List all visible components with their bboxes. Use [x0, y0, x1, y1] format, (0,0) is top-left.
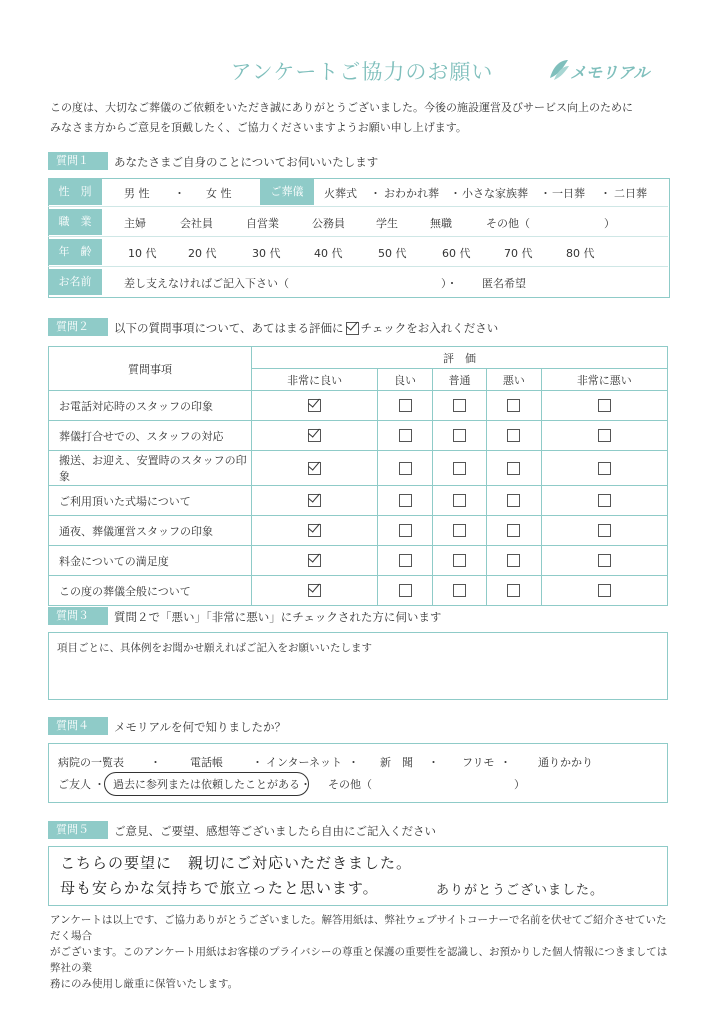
rating-header: 良い: [378, 369, 432, 391]
age-option-20[interactable]: 20 代: [188, 247, 217, 260]
source-option-friend[interactable]: ご友人: [58, 778, 91, 791]
footer-note: [50, 912, 674, 992]
source-option-newspaper[interactable]: 新 聞: [380, 756, 413, 769]
rating-header: 普通: [432, 369, 486, 391]
age-label: 年 齢: [48, 239, 102, 265]
rating-cell: [487, 576, 541, 606]
checkbox[interactable]: [399, 399, 412, 412]
source-option-past-attendance[interactable]: 過去に参列または依頼したことがある: [104, 772, 309, 796]
checkbox-checked[interactable]: [308, 429, 321, 442]
q2-text-part1: 以下の質問事項について、あてはまる評価に: [114, 321, 344, 335]
checkbox[interactable]: [598, 524, 611, 537]
handwritten-comment-line2: 母も安らかな気持ちで旅立ったと思います。: [60, 879, 379, 897]
source-option-passing-by[interactable]: 通りかかり: [538, 756, 593, 769]
job-label: 職 業: [48, 209, 102, 235]
rating-cell: [378, 391, 432, 421]
job-option-student[interactable]: 学生: [376, 217, 398, 230]
checkbox[interactable]: [399, 584, 412, 597]
rating-cell: [252, 576, 378, 606]
rating-cell: [432, 486, 486, 516]
checkbox[interactable]: [453, 554, 466, 567]
separator: ・: [540, 187, 551, 200]
gender-male-option[interactable]: 男 性: [124, 187, 150, 200]
gender-label: 性 別: [48, 179, 102, 205]
job-option-self-employed[interactable]: 自営業: [246, 217, 279, 230]
page-title: アンケートご協力のお願い: [230, 60, 494, 84]
checkbox-checked[interactable]: [308, 524, 321, 537]
footer-line: 務にのみ使用し厳重に保管いたします。: [50, 978, 239, 990]
funeral-option-kazoku[interactable]: 小さな家族葬: [462, 187, 528, 200]
checkbox[interactable]: [453, 524, 466, 537]
source-option-hospital-list[interactable]: 病院の一覧表: [58, 756, 124, 769]
rating-cell: [252, 421, 378, 451]
rating-header: 悪い: [487, 369, 541, 391]
rating-cell: [487, 486, 541, 516]
rating-cell: [541, 516, 667, 546]
gender-female-option[interactable]: 女 性: [206, 187, 232, 200]
question-item-label: この度の葬儀全般について: [49, 576, 252, 606]
q1-text: あなたさまご自身のことについてお伺いいたします: [114, 155, 379, 169]
name-close: ）・: [441, 277, 458, 290]
rating-cell: [252, 516, 378, 546]
checkbox[interactable]: [453, 462, 466, 475]
footer-line: がございます。このアンケート用紙はお客様のプライバシーの尊重と保護の重要性を認識し、お預かりした個人情報につきましては弊社の業: [50, 946, 668, 974]
checkbox[interactable]: [399, 554, 412, 567]
rating-cell: [378, 516, 432, 546]
separator: ・: [428, 756, 439, 769]
anonymous-option[interactable]: 匿名希望: [482, 277, 526, 290]
rating-cell: [432, 451, 486, 486]
rating-cell: [487, 391, 541, 421]
q5-tag: 質問５: [48, 821, 108, 839]
brand-logo: [548, 58, 668, 84]
age-option-80[interactable]: 80 代: [566, 247, 595, 260]
rating-table: [48, 346, 668, 606]
separator: ・: [348, 756, 359, 769]
funeral-option-owakare[interactable]: おわかれ葬: [384, 187, 439, 200]
source-option-furimo[interactable]: フリモ: [462, 756, 495, 769]
age-option-70[interactable]: 70 代: [504, 247, 533, 260]
q3-comment-box[interactable]: [48, 632, 668, 700]
separator: ・: [500, 756, 511, 769]
checkbox-checked[interactable]: [308, 494, 321, 507]
separator: ・: [174, 187, 185, 200]
checkbox[interactable]: [399, 524, 412, 537]
checkbox[interactable]: [399, 462, 412, 475]
rating-cell: [378, 486, 432, 516]
job-option-employee[interactable]: 会社員: [180, 217, 213, 230]
checkbox[interactable]: [507, 494, 520, 507]
q2-text-part2: チェックをお入れください: [360, 321, 499, 335]
gender-row: [48, 179, 668, 207]
handwritten-comment-line1: こちらの要望に 親切にご対応いただきました。: [60, 854, 413, 872]
source-option-phonebook[interactable]: 電話帳: [190, 756, 223, 769]
rating-cell: [252, 546, 378, 576]
separator: ・: [252, 756, 263, 769]
rating-cell: [378, 576, 432, 606]
checkbox[interactable]: [399, 429, 412, 442]
checkbox[interactable]: [598, 554, 611, 567]
rating-cell: [541, 576, 667, 606]
checkbox[interactable]: [453, 429, 466, 442]
intro-line: この度は、大切なご葬儀のご依頼をいただき誠にありがとうございました。今後の施設運営及びサービス向上のために: [50, 101, 633, 114]
checkbox[interactable]: [453, 399, 466, 412]
checkbox[interactable]: [507, 584, 520, 597]
checkbox[interactable]: [507, 399, 520, 412]
question-item-label: ご利用頂いた式場について: [49, 486, 252, 516]
checkbox[interactable]: [453, 494, 466, 507]
question-item-label: 搬送、お迎え、安置時のスタッフの印象: [49, 451, 252, 486]
checkbox[interactable]: [453, 584, 466, 597]
question-item-label: 料金についての満足度: [49, 546, 252, 576]
intro-line: みなさま方からご意見を頂戴したく、ご協力くださいますようお願い申し上げます。: [50, 121, 467, 134]
logo-text: メモリアル: [570, 63, 650, 82]
rating-cell: [541, 391, 667, 421]
table-row: [49, 451, 668, 486]
rating-cell: [541, 421, 667, 451]
funeral-option-ichinichi[interactable]: 一日葬: [552, 187, 585, 200]
job-option-civil-servant[interactable]: 公務員: [312, 217, 345, 230]
rating-cell: [378, 421, 432, 451]
q3-box-instruction: 項目ごとに、具体例をお聞かせ願えればご記入をお願いいたします: [57, 642, 372, 654]
q1-tag: 質問１: [48, 152, 108, 170]
separator: ・: [600, 187, 611, 200]
funeral-option-kasou[interactable]: 火葬式: [324, 187, 357, 200]
q3-text: 質問２で「悪い」「非常に悪い」にチェックされた方に伺います: [114, 610, 442, 624]
checkbox-checked[interactable]: [308, 584, 321, 597]
checkbox[interactable]: [399, 494, 412, 507]
age-row: [48, 239, 668, 267]
leaf-logo-icon: [548, 58, 570, 82]
name-row: [48, 269, 668, 296]
age-option-30[interactable]: 30 代: [252, 247, 281, 260]
separator: ・: [300, 778, 311, 791]
job-other-close: ）: [604, 217, 615, 230]
rating-cell: [487, 421, 541, 451]
rating-cell: [378, 546, 432, 576]
rating-cell: [378, 451, 432, 486]
funeral-option-futsuka[interactable]: 二日葬: [614, 187, 647, 200]
funeral-label: ご葬儀: [260, 179, 314, 205]
source-option-internet[interactable]: インターネット: [266, 756, 343, 769]
rating-cell: [432, 421, 486, 451]
question-item-label: お電話対応時のスタッフの印象: [49, 391, 252, 421]
rating-cell: [252, 486, 378, 516]
q5-text: ご意見、ご要望、感想等ございましたら自由にご記入ください: [114, 824, 436, 838]
table-row: [49, 421, 668, 451]
age-option-50[interactable]: 50 代: [378, 247, 407, 260]
table-row: [49, 486, 668, 516]
q3-tag: 質問３: [48, 607, 108, 625]
rating-cell: [432, 516, 486, 546]
separator: ・: [370, 187, 381, 200]
table-row: [49, 576, 668, 606]
rating-cell: [541, 546, 667, 576]
rating-header: 非常に良い: [252, 369, 378, 391]
separator: ・: [94, 778, 105, 791]
col-eval-header: 評 価: [252, 347, 668, 369]
checkbox-checked[interactable]: [308, 462, 321, 475]
handwritten-comment-thanks: ありがとうございました。: [436, 883, 605, 898]
separator: ・: [450, 187, 461, 200]
table-row: [49, 516, 668, 546]
footer-line: アンケートは以上です、ご協力ありがとうございました。解答用紙は、弊社ウェブサイトコーナーで名前を伏せてご紹介させていただく場合: [50, 914, 667, 942]
rating-header: 非常に悪い: [541, 369, 667, 391]
age-option-60[interactable]: 60 代: [442, 247, 471, 260]
checkbox[interactable]: [507, 462, 520, 475]
checkbox[interactable]: [598, 494, 611, 507]
rating-cell: [432, 391, 486, 421]
age-option-10[interactable]: 10 代: [128, 247, 157, 260]
job-option-housewife[interactable]: 主婦: [124, 217, 146, 230]
checkbox[interactable]: [507, 524, 520, 537]
table-row: [49, 546, 668, 576]
checkbox[interactable]: [598, 584, 611, 597]
rating-cell: [432, 546, 486, 576]
q4-text: メモリアルを何で知りましたか？: [114, 720, 287, 734]
job-option-other[interactable]: その他（: [486, 217, 530, 230]
checkbox[interactable]: [507, 554, 520, 567]
job-option-unemployed[interactable]: 無職: [430, 217, 452, 230]
rating-cell: [252, 391, 378, 421]
rating-cell: [487, 451, 541, 486]
source-other-close: ）: [514, 778, 525, 791]
q4-tag: 質問４: [48, 717, 108, 735]
rating-cell: [487, 516, 541, 546]
name-label: お名前: [48, 269, 102, 295]
intro-text: [50, 98, 670, 138]
rating-cell: [252, 451, 378, 486]
table-row: [49, 391, 668, 421]
rating-cell: [541, 486, 667, 516]
checkbox-checked[interactable]: [308, 554, 321, 567]
checkbox[interactable]: [507, 429, 520, 442]
rating-cell: [432, 576, 486, 606]
question-item-label: 葬儀打合せでの、スタッフの対応: [49, 421, 252, 451]
check-example-icon: [346, 322, 359, 335]
checkbox-checked[interactable]: [308, 399, 321, 412]
col-item-header: 質問事項: [49, 347, 252, 391]
separator: ・: [150, 756, 161, 769]
checkbox[interactable]: [598, 429, 611, 442]
rating-cell: [487, 546, 541, 576]
q2-text: [114, 320, 498, 336]
rating-cell: [541, 451, 667, 486]
job-row: [48, 209, 668, 237]
checkbox[interactable]: [598, 462, 611, 475]
question-item-label: 通夜、葬儀運営スタッフの印象: [49, 516, 252, 546]
age-option-40[interactable]: 40 代: [314, 247, 343, 260]
source-option-other[interactable]: その他（: [328, 778, 372, 791]
name-instruction: 差し支えなければご記入下さい（: [124, 277, 289, 290]
checkbox[interactable]: [598, 399, 611, 412]
q2-tag: 質問２: [48, 318, 108, 336]
